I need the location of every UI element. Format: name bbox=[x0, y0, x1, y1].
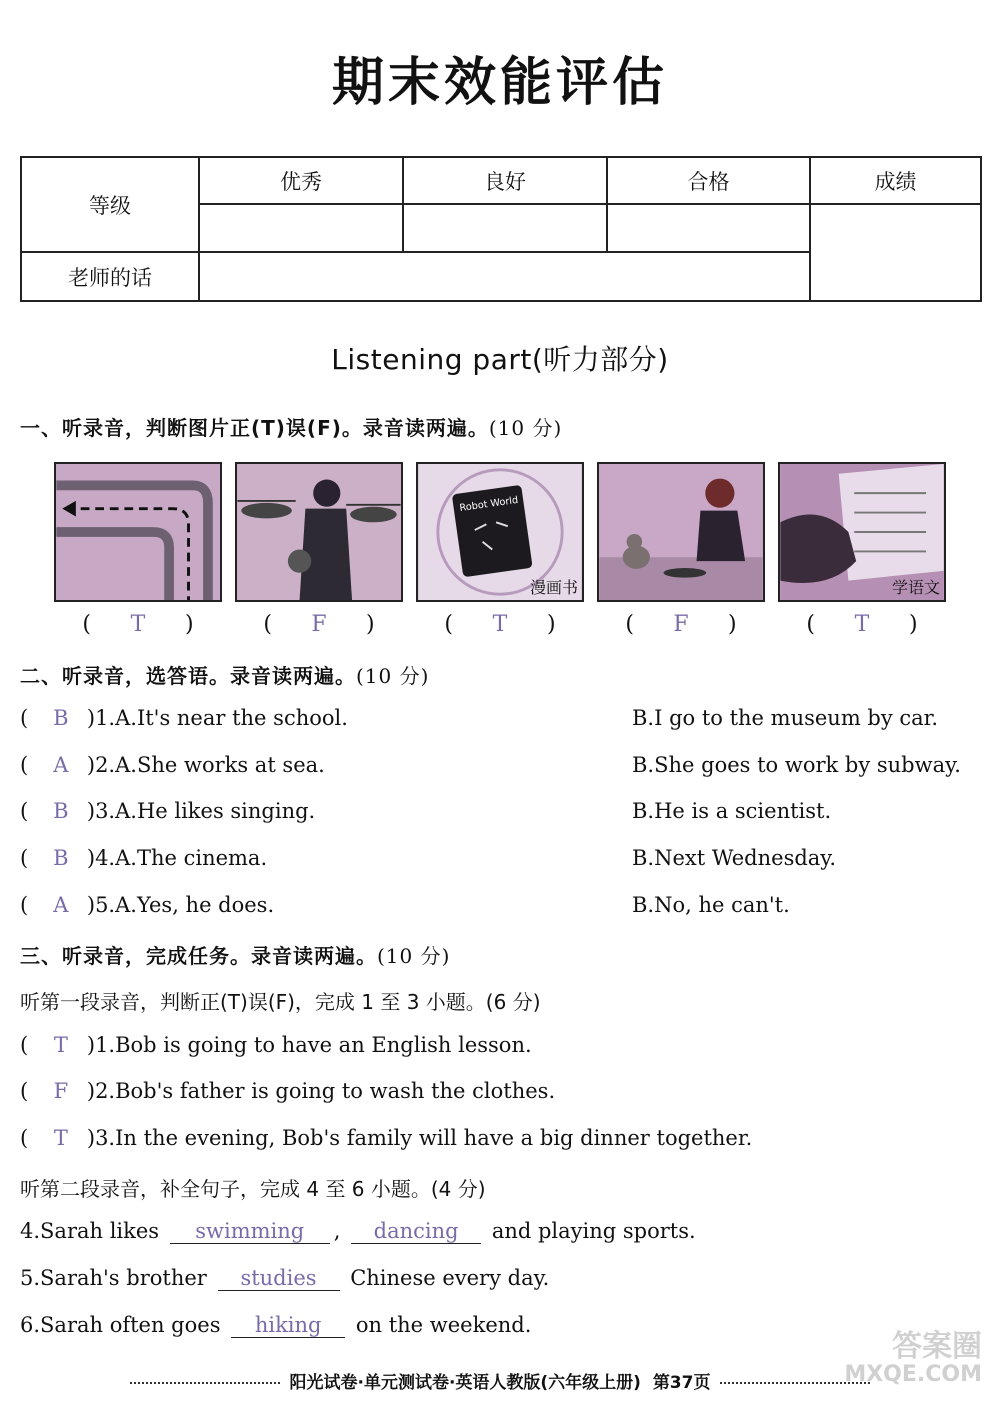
listening-part-title: Listening part(听力部分) bbox=[331, 343, 669, 376]
q5-blank[interactable]: studies bbox=[218, 1266, 340, 1291]
score-cell[interactable] bbox=[810, 204, 981, 301]
picture-1-answer: ( T ) bbox=[82, 612, 194, 637]
watermark-logo: 答案圈 MXQE.COM bbox=[844, 1329, 982, 1387]
footer-dots-left bbox=[130, 1382, 280, 1384]
road-arrow-icon bbox=[56, 464, 220, 600]
footer: 阳光试卷·单元测试卷·英语人教版(六年级上册) 第37页 bbox=[0, 1368, 1000, 1393]
s3-part2-intro: 听第二段录音，补全句子，完成 4 至 6 小题。(4 分) bbox=[20, 1177, 486, 1201]
s2-question-1: ( B )1.A.It's near the school. bbox=[20, 706, 348, 730]
s3-question-5: 5.Sarah's brother studies Chinese every day. bbox=[20, 1266, 550, 1290]
level-excellent-cell[interactable] bbox=[199, 204, 403, 252]
q6-blank[interactable]: hiking bbox=[231, 1313, 345, 1338]
picture-5-caption: 学语文 bbox=[891, 578, 940, 597]
s2-question-5: ( A )5.A.Yes, he does. bbox=[20, 893, 275, 917]
section3-heading: 三、听录音，完成任务。录音读两遍。(10 分) bbox=[20, 944, 451, 968]
level-good: 良好 bbox=[403, 157, 607, 204]
s3-question-3: ( T )3.In the evening, Bob's family will have a big dinner together. bbox=[20, 1126, 753, 1150]
section1-heading: 一、听录音，判断图片正(T)误(F)。录音读两遍。(10 分) bbox=[20, 416, 563, 440]
pilot-helicopter-icon bbox=[237, 464, 401, 600]
level-good-cell[interactable] bbox=[403, 204, 607, 252]
s2-question-2: ( A )2.A.She works at sea. bbox=[20, 753, 325, 777]
grade-table bbox=[20, 156, 982, 302]
teacher-comment-cell[interactable] bbox=[199, 252, 810, 301]
score-label: 成绩 bbox=[810, 157, 981, 204]
s2-question-3-option-b: B.He is a scientist. bbox=[632, 799, 832, 823]
s3-part1-intro: 听第一段录音，判断正(T)误(F)，完成 1 至 3 小题。(6 分) bbox=[20, 990, 541, 1014]
s2-question-3: ( B )3.A.He likes singing. bbox=[20, 799, 316, 823]
picture-1 bbox=[54, 462, 222, 602]
book-title: Robot World bbox=[458, 494, 519, 515]
s3-question-1: ( T )1.Bob is going to have an English lesson. bbox=[20, 1033, 532, 1057]
s2-question-4-option-b: B.Next Wednesday. bbox=[632, 846, 837, 870]
level-excellent: 优秀 bbox=[199, 157, 403, 204]
picture-3 bbox=[416, 462, 584, 602]
s3-question-2: ( F )2.Bob's father is going to wash the clothes. bbox=[20, 1079, 556, 1103]
level-label: 等级 bbox=[21, 157, 199, 252]
s2-question-4: ( B )4.A.The cinema. bbox=[20, 846, 268, 870]
picture-4-answer: ( F ) bbox=[625, 612, 737, 637]
q4-blank-2[interactable]: dancing bbox=[351, 1219, 481, 1244]
s2-question-2-option-b: B.She goes to work by subway. bbox=[632, 753, 961, 777]
s3-question-6: 6.Sarah often goes hiking on the weekend. bbox=[20, 1313, 532, 1337]
level-pass-cell[interactable] bbox=[607, 204, 810, 252]
picture-2-answer: ( F ) bbox=[263, 612, 375, 637]
picture-3-caption: 漫画书 bbox=[529, 578, 578, 597]
picture-2 bbox=[235, 462, 403, 602]
page-title: 期末效能评估 bbox=[331, 53, 668, 113]
q4-blank-1[interactable]: swimming bbox=[170, 1219, 330, 1244]
picture-3-answer: ( T ) bbox=[444, 612, 556, 637]
picture-5 bbox=[778, 462, 946, 602]
s2-question-5-option-b: B.No, he can't. bbox=[632, 893, 790, 917]
cat-girl-icon bbox=[599, 464, 763, 600]
section2-heading: 二、听录音，选答语。录音读两遍。(10 分) bbox=[20, 664, 430, 688]
s3-question-4: 4.Sarah likes swimming , dancing and playing sports. bbox=[20, 1219, 696, 1243]
teacher-comment-label: 老师的话 bbox=[21, 252, 199, 301]
picture-5-answer: ( T ) bbox=[806, 612, 918, 637]
s2-question-1-option-b: B.I go to the museum by car. bbox=[632, 706, 939, 730]
picture-4 bbox=[597, 462, 765, 602]
level-pass: 合格 bbox=[607, 157, 810, 204]
